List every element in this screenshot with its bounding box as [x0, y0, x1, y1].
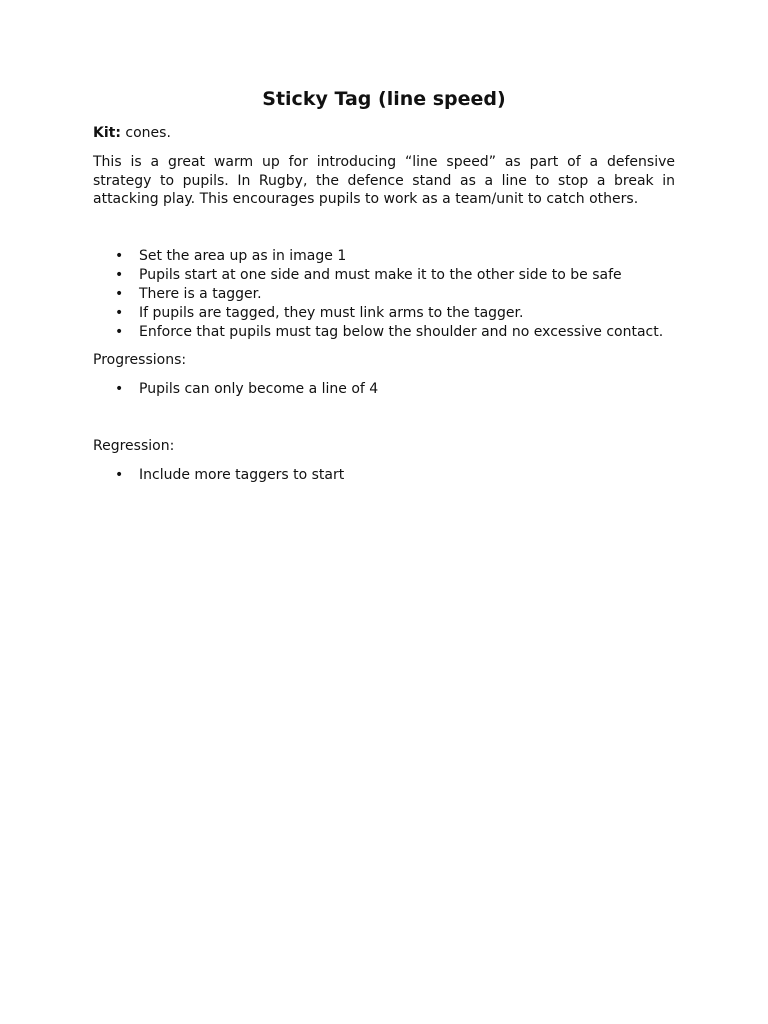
- document-title: Sticky Tag (line speed): [262, 88, 506, 110]
- document-content: [93, 86, 675, 485]
- kit-value: cones.: [120, 125, 171, 141]
- list-item-text: There is a tagger.: [139, 285, 262, 302]
- list-item-text: If pupils are tagged, they must link arms to the tagger.: [139, 304, 524, 321]
- list-item-text: Pupils start at one side and must make it to the other side to be safe: [139, 266, 622, 283]
- list-item: [93, 247, 675, 266]
- list-item-text: Enforce that pupils must tag below the shoulder and no excessive contact.: [139, 323, 664, 340]
- bullet-icon: •: [115, 285, 124, 302]
- list-item: [93, 323, 675, 342]
- list-item-text: Pupils can only become a line of 4: [139, 380, 379, 397]
- bullet-icon: •: [115, 380, 124, 397]
- bullet-icon: •: [115, 466, 124, 483]
- list-item: [93, 304, 675, 323]
- kit-line: [93, 124, 675, 143]
- list-item: [93, 466, 675, 485]
- bullet-icon: •: [115, 304, 124, 321]
- kit-label: Kit:: [93, 125, 121, 141]
- list-item-text: Include more taggers to start: [139, 466, 345, 483]
- progressions-list: [93, 380, 675, 399]
- bullet-icon: •: [115, 247, 124, 264]
- steps-list: [93, 247, 675, 342]
- list-item-text: Set the area up as in image 1: [139, 247, 347, 264]
- list-item: [93, 285, 675, 304]
- regression-list: [93, 466, 675, 485]
- list-item: [93, 266, 675, 285]
- list-item: [93, 380, 675, 399]
- progressions-heading: Progressions:: [93, 351, 187, 368]
- regression-heading: Regression:: [93, 437, 175, 454]
- intro-paragraph: This is a great warm up for introducing “line speed” as part of a defensive strategy to pupils. In Rugby, the defence stand as a line to stop a break in attacking play. This encourages pupils to work as a team/unit to catch others.: [93, 154, 675, 207]
- bullet-icon: •: [115, 266, 124, 283]
- bullet-icon: •: [115, 323, 124, 340]
